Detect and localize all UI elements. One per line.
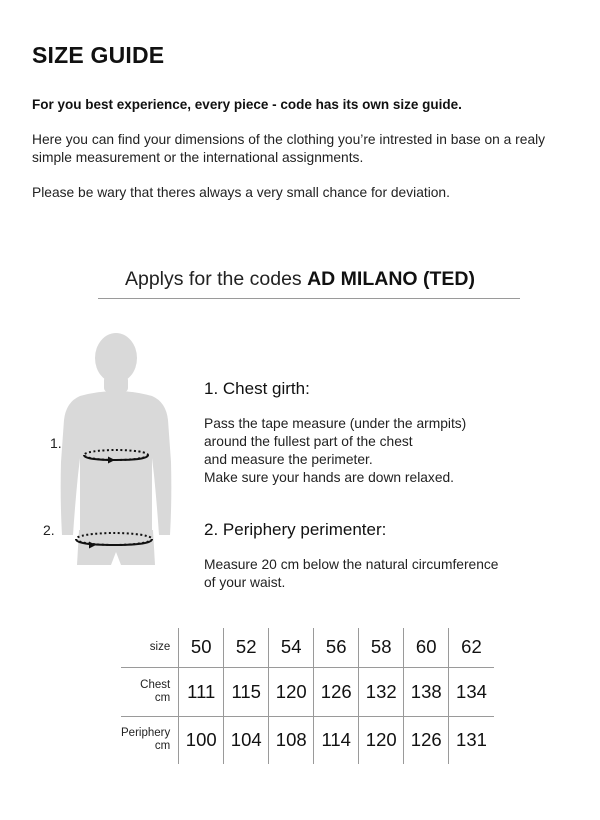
- table-cell: 100: [179, 716, 224, 764]
- periphery-marker: 2.: [43, 522, 55, 538]
- table-cell: 58: [359, 628, 404, 667]
- row-label-line: cm: [154, 740, 171, 753]
- table-cell: 120: [359, 716, 404, 764]
- table-cell: 62: [449, 628, 494, 667]
- periphery-row: [121, 716, 494, 764]
- row-label: [121, 628, 179, 667]
- table-cell: 54: [269, 628, 314, 667]
- row-label: [121, 667, 179, 716]
- table-cell: 52: [224, 628, 269, 667]
- periphery-line: of your waist.: [204, 575, 286, 590]
- chest-line: Make sure your hands are down relaxed.: [204, 470, 455, 485]
- codes-heading: [0, 268, 600, 291]
- size-table: [121, 628, 494, 764]
- chest-girth-instructions: [204, 415, 466, 487]
- table-cell: 134: [449, 667, 494, 716]
- table-cell: 111: [179, 667, 224, 716]
- row-label-line: size: [149, 640, 171, 653]
- table-cell: 132: [359, 667, 404, 716]
- table-cell: 138: [404, 667, 449, 716]
- table-cell: 104: [224, 716, 269, 764]
- table-cell: 126: [314, 667, 359, 716]
- page-title: SIZE GUIDE: [32, 42, 165, 68]
- table-cell: 115: [224, 667, 269, 716]
- row-label-line: Chest: [140, 678, 171, 691]
- table-cell: 56: [314, 628, 359, 667]
- chest-line: Pass the tape measure (under the armpits): [204, 416, 467, 431]
- table-cell: 50: [179, 628, 224, 667]
- table-cell: 120: [269, 667, 314, 716]
- table-cell: 131: [449, 716, 494, 764]
- codes-prefix: Applys for the codes: [124, 268, 308, 290]
- row-label-line: cm: [154, 691, 171, 704]
- chest-line: around the fullest part of the chest: [204, 434, 413, 449]
- chest-line: and measure the perimeter.: [204, 452, 373, 467]
- intro-paragraph: Here you can find your dimensions of the clothing you’re intrested in base on a realy simple measurement or the international assignments.: [32, 132, 546, 165]
- codes-divider: [98, 298, 520, 299]
- table-cell: 114: [314, 716, 359, 764]
- table-cell: 60: [404, 628, 449, 667]
- row-label-line: Periphery: [121, 727, 171, 740]
- chest-marker: 1.: [50, 435, 62, 451]
- table-cell: 108: [269, 716, 314, 764]
- size-row: [121, 628, 494, 667]
- chest-girth-heading: 1. Chest girth:: [204, 379, 310, 398]
- body-silhouette-figure: [40, 330, 200, 575]
- deviation-note: Please be wary that theres always a very small chance for deviation.: [32, 185, 450, 200]
- codes-value: AD MILANO (TED): [307, 268, 475, 290]
- periphery-instructions: [204, 556, 498, 592]
- chest-row: [121, 667, 494, 716]
- periphery-heading: 2. Periphery perimenter:: [204, 520, 387, 539]
- body-silhouette-icon: [40, 330, 200, 575]
- table-cell: 126: [404, 716, 449, 764]
- lead-text: For you best experience, every piece - code has its own size guide.: [32, 97, 462, 112]
- row-label: [121, 716, 179, 764]
- periphery-line: Measure 20 cm below the natural circumference: [204, 557, 499, 572]
